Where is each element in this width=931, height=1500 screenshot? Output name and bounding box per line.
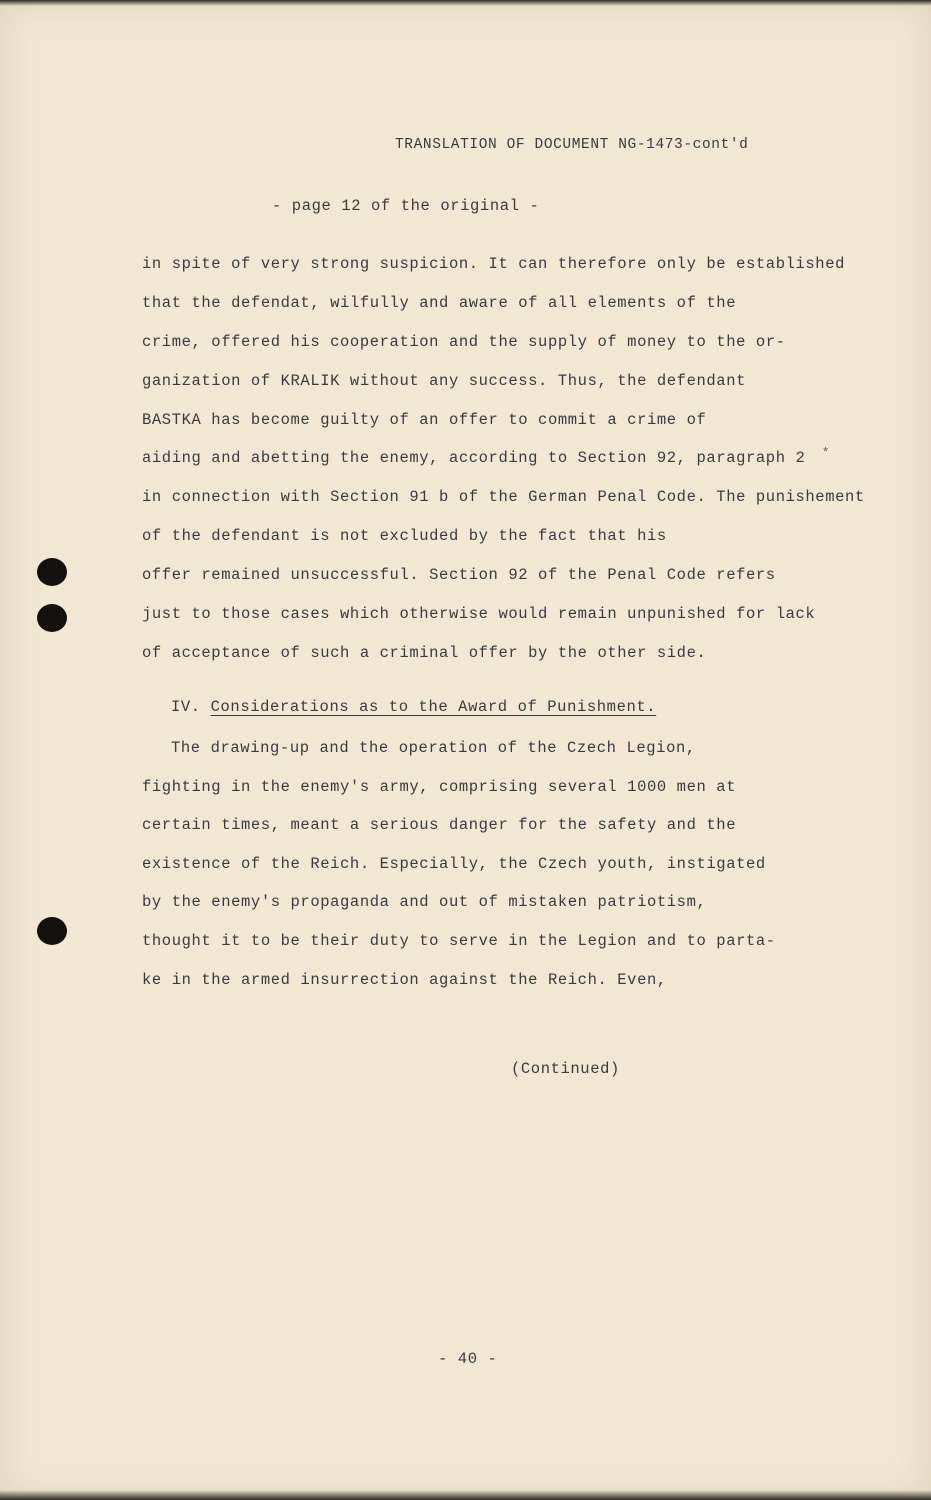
section-number: IV.: [171, 698, 201, 716]
text-line: crime, offered his cooperation and the supply of money to the or-: [142, 332, 786, 351]
section-title: Considerations as to the Award of Punishment.: [210, 698, 657, 716]
text-line: ke in the armed insurrection against the Reich. Even,: [142, 970, 667, 989]
text-line: offer remained unsuccessful. Section 92 of the Penal Code refers: [142, 566, 776, 585]
text-line: by the enemy's propaganda and out of mistaken patriotism,: [142, 893, 707, 912]
text-line: in connection with Section 91 b of the German Penal Code. The punishement: [142, 488, 865, 507]
scan-edge-top: [0, 0, 931, 6]
text-line: existence of the Reich. Especially, the Czech youth, instigated: [142, 854, 766, 873]
text-line: The drawing-up and the operation of the Czech Legion,: [171, 739, 696, 757]
punch-hole: [37, 604, 67, 632]
text-line: certain times, meant a serious danger for the safety and the: [142, 816, 737, 835]
page-number: - 40 -: [438, 1350, 498, 1368]
continued-note: (Continued): [511, 1060, 620, 1078]
section-heading: [171, 698, 656, 716]
page-reference: - page 12 of the original -: [272, 197, 540, 215]
text-line: of acceptance of such a criminal offer by the other side.: [142, 643, 707, 662]
text-line: aiding and abetting the enemy, according to Section 92, paragraph 2: [142, 449, 806, 468]
text-line: of the defendant is not excluded by the fact that his: [142, 527, 667, 546]
text-line: just to those cases which otherwise would remain unpunished for lack: [142, 605, 816, 624]
text-line: that the defendat, wilfully and aware of all elements of the: [142, 293, 737, 312]
text-line: thought it to be their duty to serve in the Legion and to parta-: [142, 931, 776, 950]
document-header: TRANSLATION OF DOCUMENT NG-1473-cont'd: [395, 137, 749, 153]
stray-mark: *: [822, 446, 830, 460]
punch-hole: [37, 917, 67, 945]
text-line: in spite of very strong suspicion. It can therefore only be established: [142, 255, 846, 273]
paragraph-2: [142, 735, 776, 1005]
punch-hole: [37, 558, 67, 586]
text-line: fighting in the enemy's army, comprising several 1000 men at: [142, 777, 737, 796]
text-line: ganization of KRALIK without any success. Thus, the defendant: [142, 371, 746, 390]
scan-edge-bottom: [0, 1490, 931, 1500]
paragraph-1: [142, 251, 865, 679]
text-line: BASTKA has become guilty of an offer to commit a crime of: [142, 410, 707, 429]
